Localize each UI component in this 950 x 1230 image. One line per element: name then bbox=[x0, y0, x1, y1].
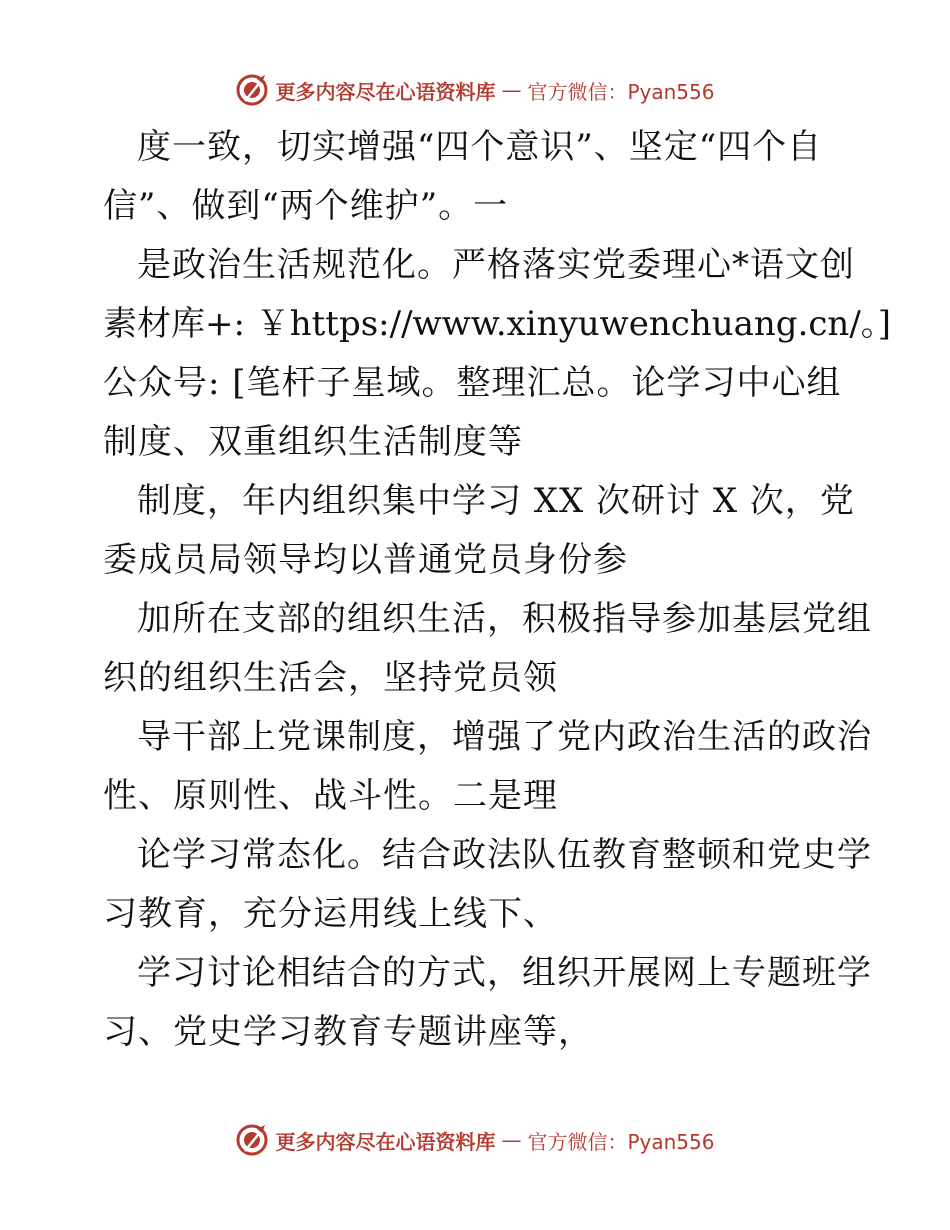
body-line: 习教育，充分运用线上线下、 bbox=[103, 894, 558, 934]
body-line: 导干部上党课制度，增强了党内政治生活的政治 bbox=[137, 717, 872, 757]
body-line: 制度，年内组织集中学习 XX 次研讨 X 次，党 bbox=[137, 481, 855, 521]
body-line: 习、党史学习教育专题讲座等， bbox=[103, 1012, 593, 1052]
watermark-separator: — bbox=[501, 1128, 522, 1152]
watermark-contact: 官方微信：Pyan556 bbox=[527, 1129, 715, 1154]
body-line: 公众号: [笔杆子星域。整理汇总。论学习中心组 bbox=[103, 363, 842, 403]
watermark-contact: 官方微信：Pyan556 bbox=[527, 79, 715, 104]
document-body bbox=[103, 118, 892, 1062]
pen-logo-icon bbox=[235, 73, 269, 107]
body-line: 是政治生活规范化。严格落实党委理心*语文创 bbox=[137, 245, 855, 285]
header-watermark bbox=[0, 70, 950, 110]
body-line: 制度、双重组织生活制度等 bbox=[103, 422, 523, 462]
footer-watermark bbox=[0, 1120, 950, 1160]
body-line: 织的组织生活会，坚持党员领 bbox=[103, 658, 558, 698]
watermark-text: 更多内容尽在心语资料库 bbox=[275, 1129, 496, 1154]
watermark-separator: — bbox=[501, 78, 522, 102]
body-line: 学习讨论相结合的方式，组织开展网上专题班学 bbox=[137, 953, 872, 993]
body-line: 性、原则性、战斗性。二是理 bbox=[103, 776, 558, 816]
body-line: 度一致，切实增强“四个意识”、坚定“四个自 bbox=[137, 127, 823, 167]
watermark-text: 更多内容尽在心语资料库 bbox=[275, 79, 496, 104]
body-line: 论学习常态化。结合政法队伍教育整顿和党史学 bbox=[137, 835, 872, 875]
body-line: 委成员局领导均以普通党员身份参 bbox=[103, 540, 628, 580]
body-line: 加所在支部的组织生活，积极指导参加基层党组 bbox=[137, 599, 872, 639]
pen-logo-icon bbox=[235, 1123, 269, 1157]
body-line: 素材库+: ￥https://www.xinyuwenchuang.cn/。] bbox=[103, 304, 892, 344]
body-line: 信”、做到“两个维护”。一 bbox=[103, 186, 509, 226]
